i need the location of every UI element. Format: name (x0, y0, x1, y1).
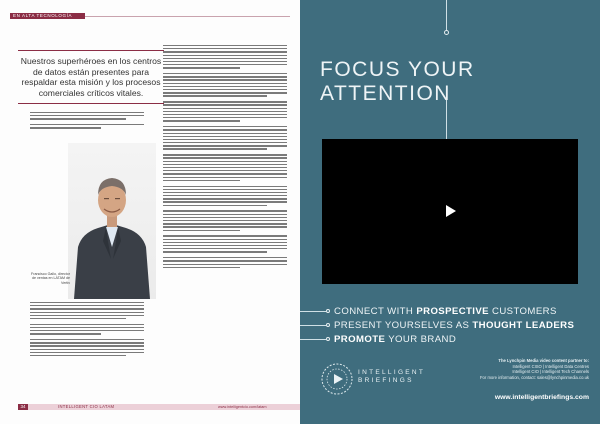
bullet-dot (326, 323, 330, 327)
page-number: 34 (18, 404, 28, 410)
connector-line (446, 0, 447, 33)
partner-info (459, 358, 589, 380)
partner-contact[interactable]: For more information, contact: sales@lynchpinmedia.co.uk (480, 374, 589, 380)
paragraph (163, 45, 287, 69)
paragraph (163, 101, 287, 121)
headline-line-2: ATTENTION (320, 82, 451, 105)
partner-title: The Lynchpin Media video content partner to: (498, 358, 589, 363)
photo-caption: Francisco Gallo, director de ventas en LATAM de Vertiv (31, 272, 70, 285)
connector-line (300, 311, 326, 312)
bullet-bold: PROMOTE (334, 334, 386, 345)
website-link[interactable]: www.intelligentbriefings.com (494, 394, 589, 401)
section-tag: EN ALTA TECNOLOGÍA (10, 13, 85, 19)
body-column-left (30, 112, 144, 133)
logo-line-1: INTELLIGENT (358, 369, 426, 376)
bullet-promote (334, 334, 456, 345)
play-icon[interactable] (446, 205, 456, 217)
bullet-dot (326, 337, 330, 341)
connector-dot (444, 30, 449, 35)
pull-quote: Nuestros superhéroes en los centros de datos están presentes para respaldar esta misión y los procesos comerciales críticos vitales. (20, 56, 162, 98)
logo-line-2: BRIEFINGS (358, 377, 414, 384)
partner-line: Intelligent CISO | Intelligent Data Centres (512, 363, 589, 369)
right-page-advert (300, 0, 600, 424)
paragraph (163, 126, 287, 150)
paragraph (30, 302, 144, 319)
paragraph (163, 257, 287, 268)
paragraph (163, 73, 287, 97)
paragraph (30, 324, 144, 335)
body-column-left-lower (30, 302, 144, 361)
paragraph (163, 210, 287, 230)
paragraph (30, 339, 144, 356)
bullet-bold: PROSPECTIVE (416, 306, 489, 317)
bullet-text: CONNECT WITH (334, 306, 417, 317)
footer-website: www.intelligentcio.com/latam (218, 405, 267, 409)
bullet-dot (326, 309, 330, 313)
pull-quote-rule-top (18, 50, 164, 51)
paragraph (30, 112, 144, 120)
bullet-present (334, 320, 574, 331)
bullet-bold: THOUGHT LEADERS (472, 320, 575, 331)
intelligent-briefings-logo-icon (320, 362, 354, 396)
footer-magazine-title: INTELLIGENT CIO LATAM (58, 404, 115, 409)
paragraph (30, 124, 144, 128)
partner-line: Intelligent CIO | Intelligent Tech Channels (512, 369, 589, 375)
section-rule (85, 16, 290, 17)
paragraph (163, 186, 287, 206)
logo-wordmark (358, 369, 425, 385)
bullet-text: CUSTOMERS (488, 306, 557, 317)
bullet-text: YOUR BRAND (385, 334, 457, 345)
headline-line-1: FOCUS YOUR (320, 58, 475, 81)
speaker-portrait-icon (68, 143, 156, 299)
bullet-text: PRESENT YOURSELVES AS (334, 320, 473, 331)
pull-quote-rule-bottom (18, 103, 164, 104)
connector-line (300, 339, 326, 340)
body-column-right (163, 45, 287, 272)
video-player[interactable] (322, 139, 578, 284)
bullet-connect (334, 306, 557, 317)
paragraph (163, 235, 287, 252)
connector-line (300, 325, 326, 326)
paragraph (163, 154, 287, 181)
speaker-photo (68, 143, 156, 299)
